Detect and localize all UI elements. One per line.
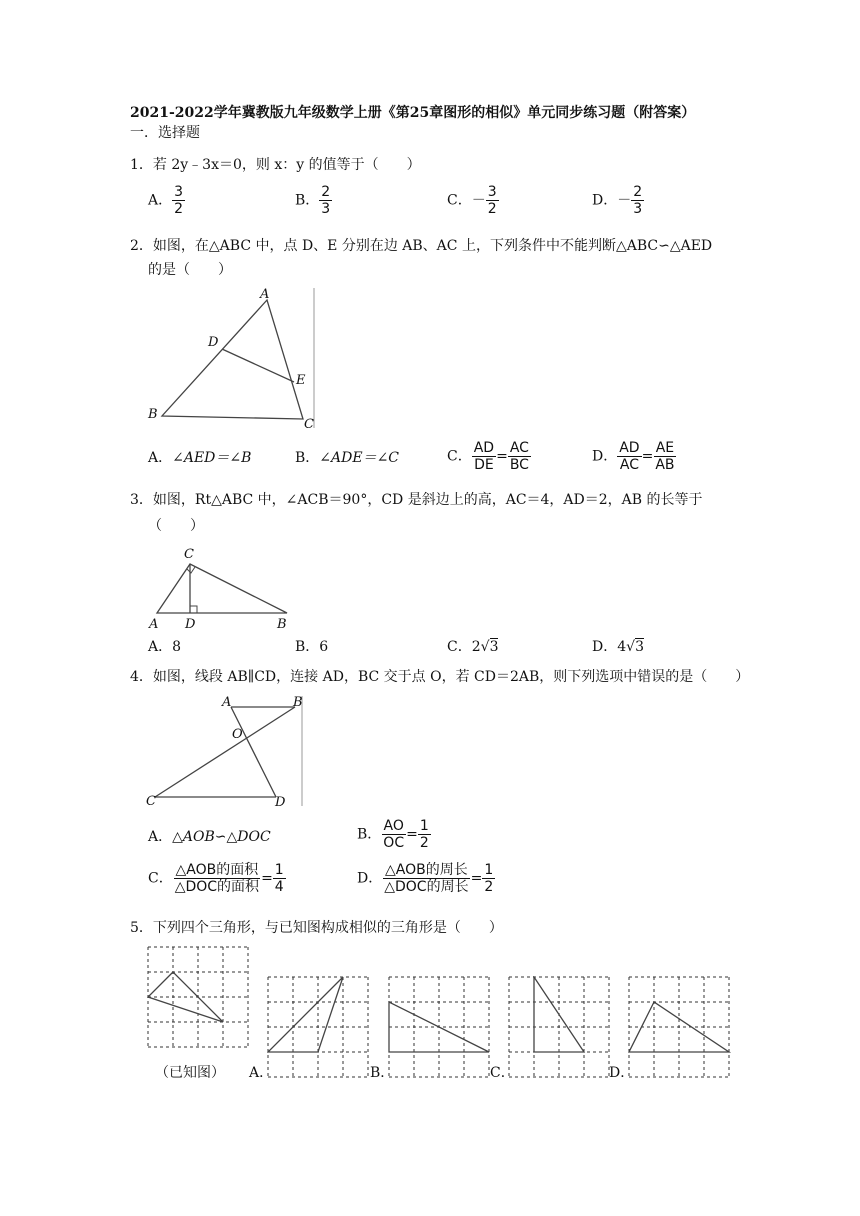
fraction: $\frac{3}{2}$ xyxy=(174,184,184,217)
point-label-d: D xyxy=(185,617,196,630)
option-a-label[interactable]: A． xyxy=(249,1065,274,1081)
fraction: $\frac{2}{3}$ xyxy=(633,184,643,217)
question-3-stem-line2: （ ） xyxy=(148,518,204,534)
option-b-grid[interactable] xyxy=(388,976,492,1080)
fraction: $\frac{1}{2}$ xyxy=(484,862,494,895)
fraction: $\frac{1}{4}$ xyxy=(274,862,284,895)
grid-lines xyxy=(509,977,609,1077)
point-label-a: A xyxy=(149,617,159,630)
option-label: A． xyxy=(148,192,173,209)
fraction: $\frac{2}{3}$ xyxy=(321,184,331,217)
triangle-abc xyxy=(157,564,287,613)
point-label-c: C xyxy=(184,547,194,562)
option-c-label[interactable]: C． xyxy=(490,1065,515,1081)
known-figure-label: （已知图） xyxy=(155,1065,225,1081)
question-4-option-c[interactable]: C． $\frac{\text{△AOB的面积}}{\text{△DOC的面积}}$ = $\frac{1}{4}$ xyxy=(148,862,284,895)
right-angle-mark-c xyxy=(187,567,195,573)
sqrt-symbol: √ xyxy=(480,639,490,655)
segment-bc xyxy=(155,707,295,797)
question-3-stem-line1: 3．如图，Rt△ABC 中，∠ACB＝90°，CD 是斜边上的高，AC＝4，AD＝2，AB 的长等于 xyxy=(130,492,703,508)
question-2-stem-line1: 2．如图，在△ABC 中，点 D、E 分别在边 AB、AC 上，下列条件中不能判断△ABC∽△AED xyxy=(130,238,713,254)
question-1-option-d[interactable]: D．－ $\frac{2}{3}$ xyxy=(592,184,643,217)
option-label: C． xyxy=(447,192,472,209)
question-5-stem: 5．下列四个三角形，与已知图构成相似的三角形是（ ） xyxy=(130,920,503,936)
triangle-abc xyxy=(162,300,303,419)
fraction: $\frac{AE}{AB}$ xyxy=(655,440,675,473)
option-a-triangle xyxy=(268,977,343,1052)
point-label-d: D xyxy=(275,795,286,810)
sqrt-symbol: √ xyxy=(626,639,636,655)
segment-ad xyxy=(231,707,276,797)
known-figure-grid xyxy=(147,946,251,1050)
section-heading: 一．选择题 xyxy=(130,125,200,141)
option-c-triangle xyxy=(534,977,584,1052)
point-label-d: D xyxy=(208,335,219,350)
point-label-b: B xyxy=(293,695,303,710)
point-label-e: E xyxy=(296,373,306,388)
option-d-grid[interactable] xyxy=(628,976,732,1080)
fraction: $\frac{AC}{BC}$ xyxy=(509,440,529,473)
question-4-figure xyxy=(140,692,310,810)
grid-lines xyxy=(629,977,729,1077)
question-1-stem: 1．若 2y﹣3x＝0，则 x：y 的值等于（ ） xyxy=(130,157,421,173)
grid-lines xyxy=(268,977,368,1077)
option-b-label[interactable]: B． xyxy=(370,1065,395,1081)
fraction: $\frac{\text{△AOB的面积}}{\text{△DOC的面积}}$ xyxy=(174,862,260,895)
option-a-grid[interactable] xyxy=(267,976,371,1080)
question-1-option-a[interactable] xyxy=(148,184,185,217)
question-4-stem: 4．如图，线段 AB∥CD，连接 AD，BC 交于点 O，若 CD＝2AB，则下列选项中错误的是（ ） xyxy=(130,669,750,685)
question-3-option-b[interactable]: B．6 xyxy=(295,639,329,655)
point-label-a: A xyxy=(260,287,270,302)
question-2-figure xyxy=(140,282,330,432)
option-c-grid[interactable] xyxy=(508,976,612,1080)
fraction: $\frac{AO}{OC}$ xyxy=(383,818,405,851)
right-angle-mark-d xyxy=(190,606,197,613)
question-4-option-b[interactable]: B． $\frac{AO}{OC}$ = $\frac{1}{2}$ xyxy=(357,818,429,851)
question-2-option-d[interactable]: D． $\frac{AD}{AC}$ = $\frac{AE}{AB}$ xyxy=(592,440,675,473)
question-2-stem-line2: 的是（ ） xyxy=(148,262,232,278)
question-3-option-c[interactable]: C．2√3 xyxy=(447,639,499,655)
question-2-option-a[interactable]: A．∠AED＝∠B xyxy=(148,450,252,466)
point-label-o: O xyxy=(232,727,243,742)
point-label-b: B xyxy=(277,617,287,630)
question-4-option-d[interactable]: D． $\frac{\text{△AOB的周长}}{\text{△DOC的周长}}$ = $\frac{1}{2}$ xyxy=(357,862,494,895)
fraction: $\frac{AD}{AC}$ xyxy=(619,440,640,473)
point-label-c: C xyxy=(146,794,156,809)
point-label-c: C xyxy=(304,417,314,432)
document-title: 2021-2022学年冀教版九年级数学上册《第25章图形的相似》单元同步练习题（附答案） xyxy=(130,105,696,121)
question-3-figure xyxy=(145,540,305,630)
point-label-a: A xyxy=(222,695,232,710)
option-d-label[interactable]: D． xyxy=(609,1065,635,1081)
question-2-option-c[interactable]: C． $\frac{AD}{DE}$ = $\frac{AC}{BC}$ xyxy=(447,440,529,473)
option-label: D． xyxy=(592,192,618,209)
option-label: B． xyxy=(295,192,320,209)
fraction: $\frac{3}{2}$ xyxy=(487,184,497,217)
question-1-option-b[interactable] xyxy=(295,184,332,217)
fraction: $\frac{\text{△AOB的周长}}{\text{△DOC的周长}}$ xyxy=(384,862,469,895)
point-label-b: B xyxy=(148,407,158,422)
question-1-option-c[interactable]: C．－ $\frac{3}{2}$ xyxy=(447,184,497,217)
fraction: $\frac{1}{2}$ xyxy=(419,818,429,851)
question-2-option-b[interactable]: B．∠ADE＝∠C xyxy=(295,450,400,466)
fraction: $\frac{AD}{DE}$ xyxy=(473,440,495,473)
question-3-option-a[interactable]: A．8 xyxy=(148,639,182,655)
question-3-option-d[interactable]: D．4√3 xyxy=(592,639,644,655)
question-4-option-a[interactable]: A．△AOB∽△DOC xyxy=(148,829,271,845)
